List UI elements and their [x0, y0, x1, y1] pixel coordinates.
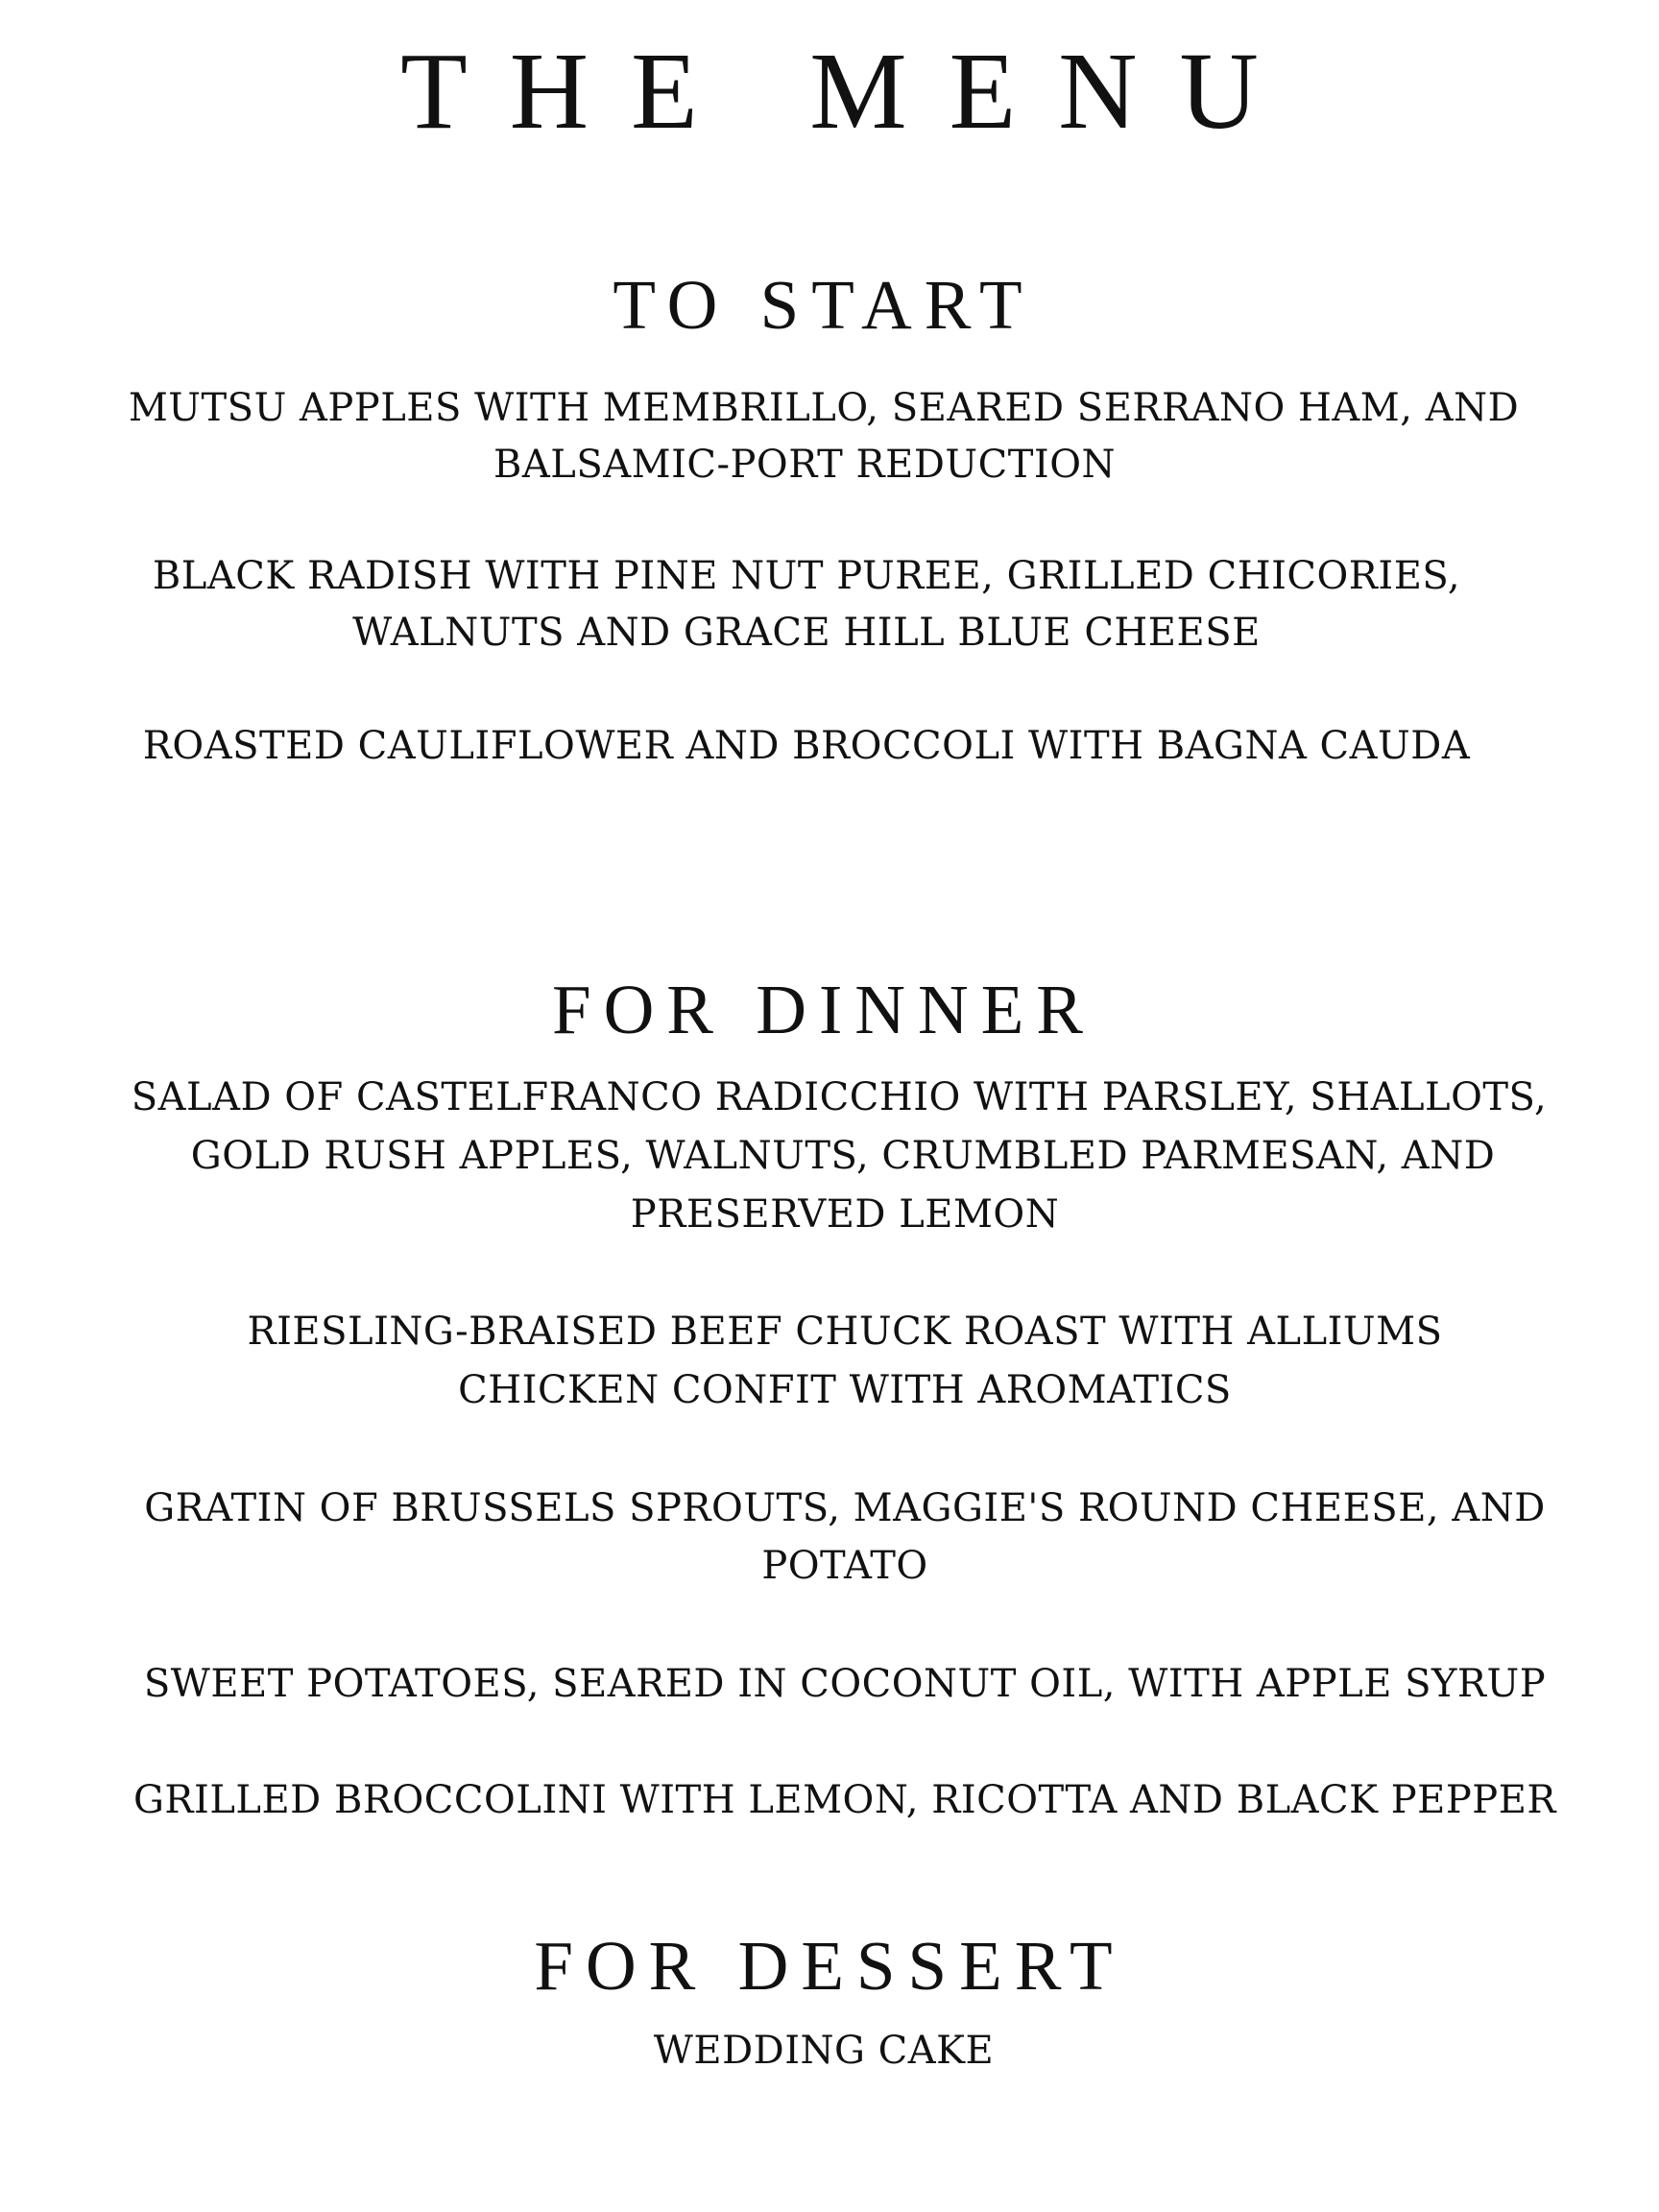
menu-item-line: POTATO: [761, 1544, 928, 1588]
menu-item-line: GRILLED BROCCOLINI WITH LEMON, RICOTTA AND BLACK PEPPER: [132, 1778, 1557, 1822]
menu-item-line: WALNUTS AND GRACE HILL BLUE CHEESE: [352, 611, 1261, 655]
section-heading-for-dinner: FOR DINNER: [551, 971, 1095, 1048]
menu-item-line: ROASTED CAULIFLOWER AND BROCCOLI WITH BAGNA CAUDA: [142, 724, 1471, 768]
menu-title: THE MENU: [400, 30, 1301, 152]
menu-item-line: BALSAMIC-PORT REDUCTION: [493, 443, 1116, 487]
menu-item-line: CHICKEN CONFIT WITH AROMATICS: [458, 1368, 1232, 1412]
menu-item-line: SWEET POTATOES, SEARED IN COCONUT OIL, WITH APPLE SYRUP: [143, 1662, 1547, 1706]
menu-item-line: SALAD OF CASTELFRANCO RADICCHIO WITH PARSLEY, SHALLOTS,: [131, 1075, 1548, 1119]
section-heading-for-dessert: FOR DESSERT: [534, 1927, 1125, 2005]
menu-item-line: GRATIN OF BRUSSELS SPROUTS, MAGGIE'S ROUND CHEESE, AND: [144, 1486, 1546, 1530]
menu-item-line: GOLD RUSH APPLES, WALNUTS, CRUMBLED PARMESAN, AND: [190, 1134, 1496, 1178]
menu-item-line: RIESLING-BRAISED BEEF CHUCK ROAST WITH ALLIUMS: [247, 1310, 1443, 1354]
menu-item-line: MUTSU APPLES WITH MEMBRILLO, SEARED SERRANO HAM, AND: [128, 386, 1520, 430]
section-heading-to-start: TO START: [613, 266, 1035, 344]
menu-item-line: BLACK RADISH WITH PINE NUT PUREE, GRILLED CHICORIES,: [152, 554, 1461, 598]
menu-item-line: PRESERVED LEMON: [630, 1192, 1060, 1237]
menu-item-line: WEDDING CAKE: [653, 2029, 995, 2073]
